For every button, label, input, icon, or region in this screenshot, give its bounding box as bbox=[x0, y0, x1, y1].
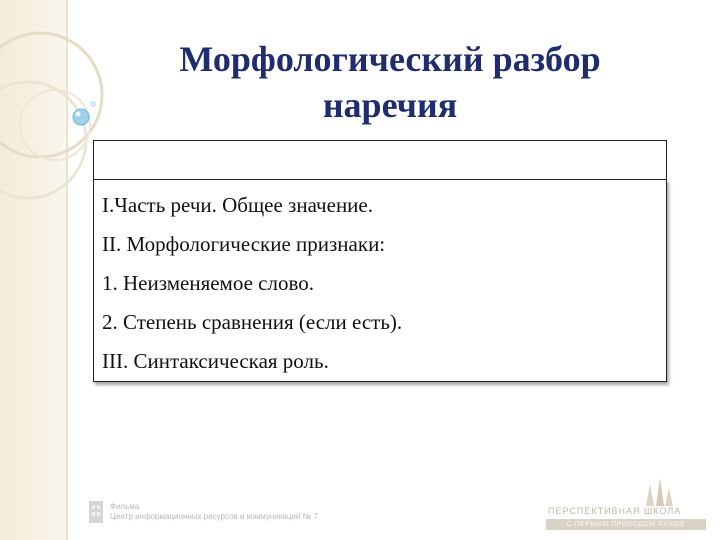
footer-right-line-2: С ПЕРВЫМ ПРИХОДОМ ЛУЧШЕ bbox=[546, 519, 706, 530]
footer-left-logo bbox=[88, 497, 318, 527]
footer-right-logo bbox=[546, 476, 708, 531]
bubble-highlight bbox=[76, 112, 81, 117]
content-box bbox=[93, 179, 667, 382]
table-header-cell bbox=[93, 140, 667, 179]
footer-left-line-2: Центр информационных ресурсов и коммуникаций № 7 bbox=[110, 512, 318, 521]
content-line-5: III. Синтаксическая роль. bbox=[102, 349, 329, 373]
small-bubble-icon bbox=[91, 102, 95, 106]
deco-circle-mid bbox=[0, 82, 86, 198]
content-line-1: I.Часть речи. Общее значение. bbox=[102, 193, 373, 217]
footer-left-line-1: Фильма bbox=[110, 502, 140, 511]
title-line-1: Морфологический разбор bbox=[179, 39, 601, 79]
school-logo-icon bbox=[638, 476, 678, 508]
content-line-4: 2. Степень сравнения (если есть). bbox=[102, 310, 403, 334]
title-line-2: наречия bbox=[322, 85, 458, 125]
content-line-2: II. Морфологические признаки: bbox=[102, 232, 386, 256]
bubble-icon bbox=[73, 109, 89, 125]
slide-title bbox=[100, 36, 680, 128]
footer-right-line-1: ПЕРСПЕКТИВНАЯ ШКОЛА bbox=[548, 506, 682, 516]
content-line-3: 1. Неизменяемое слово. bbox=[102, 271, 314, 295]
building-icon bbox=[88, 499, 104, 525]
